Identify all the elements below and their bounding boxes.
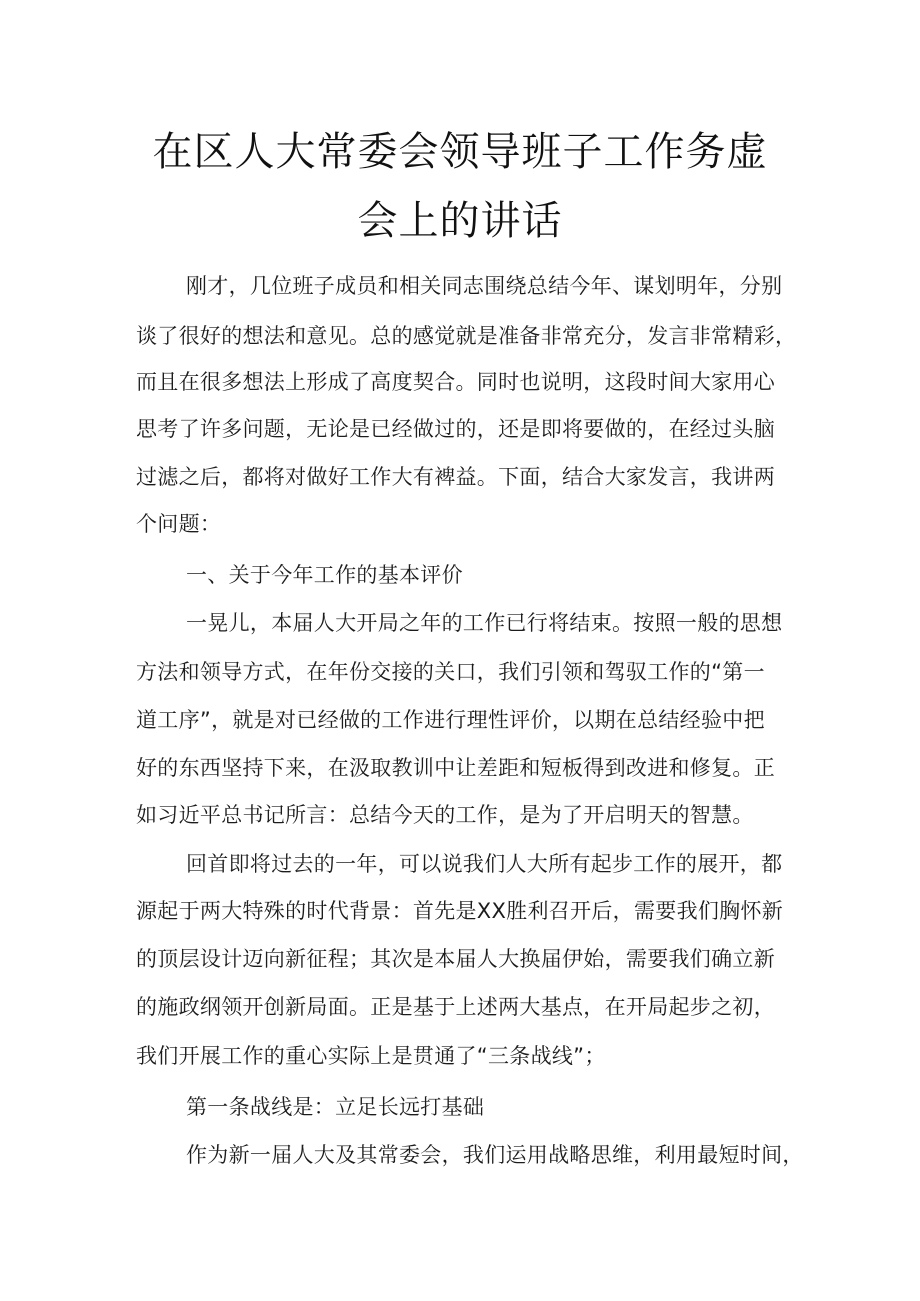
paragraph-line: 好的东西坚持下来，在汲取教训中让差距和短板得到改进和修复。正 <box>136 756 775 780</box>
paragraph-line: 一晃儿，本届人大开局之年的工作已行将结束。按照一般的思想 <box>186 611 783 635</box>
paragraph-line: 思考了许多问题，无论是已经做过的，还是即将要做的，在经过头脑 <box>136 417 775 441</box>
paragraph-line: 方法和领导方式，在年份交接的关口，我们引领和驾驭工作的“第一 <box>136 660 765 684</box>
paragraph-line: 道工序”，就是对已经做的工作进行理性评价，以期在总结经验中把 <box>136 708 765 732</box>
paragraph-line: 作为新一届人大及其常委会，我们运用战略思维，利用最短时间， <box>186 1143 804 1167</box>
paragraph-line: 谈了很好的想法和意见。总的感觉就是准备非常充分，发言非常精彩， <box>136 324 797 348</box>
paragraph-line: 回首即将过去的一年，可以说我们人大所有起步工作的展开，都 <box>186 852 783 876</box>
paragraph-line: 如习近平总书记所言：总结今天的工作，是为了开启明天的智慧。 <box>136 803 754 827</box>
paragraph-line: 刚才，几位班子成员和相关同志围绕总结今年、谋划明年，分别 <box>186 274 783 298</box>
title-line-1: 在区人大常委会领导班子工作务虚 <box>152 129 768 175</box>
paragraph-line: 而且在很多想法上形成了高度契合。同时也说明，这段时间大家用心 <box>136 370 775 394</box>
paragraph-line: 我们开展工作的重心实际上是贯通了“三条战线”； <box>136 1044 606 1068</box>
title-line-2: 会上的讲话 <box>357 198 563 244</box>
subsection-heading: 第一条战线是：立足长远打基础 <box>186 1095 485 1119</box>
paragraph-line: 个问题： <box>136 512 222 536</box>
paragraph-line: 的顶层设计迈向新征程；其次是本届人大换届伊始，需要我们确立新 <box>136 947 775 971</box>
paragraph-line: 源起于两大特殊的时代背景：首先是XX胜利召开后，需要我们胸怀新 <box>136 899 784 923</box>
section-heading: 一、关于今年工作的基本评价 <box>186 563 463 587</box>
paragraph-line: 过滤之后，都将对做好工作大有裨益。下面，结合大家发言，我讲两 <box>136 465 775 489</box>
paragraph-line: 的施政纲领开创新局面。正是基于上述两大基点，在开局起步之初， <box>136 995 775 1019</box>
